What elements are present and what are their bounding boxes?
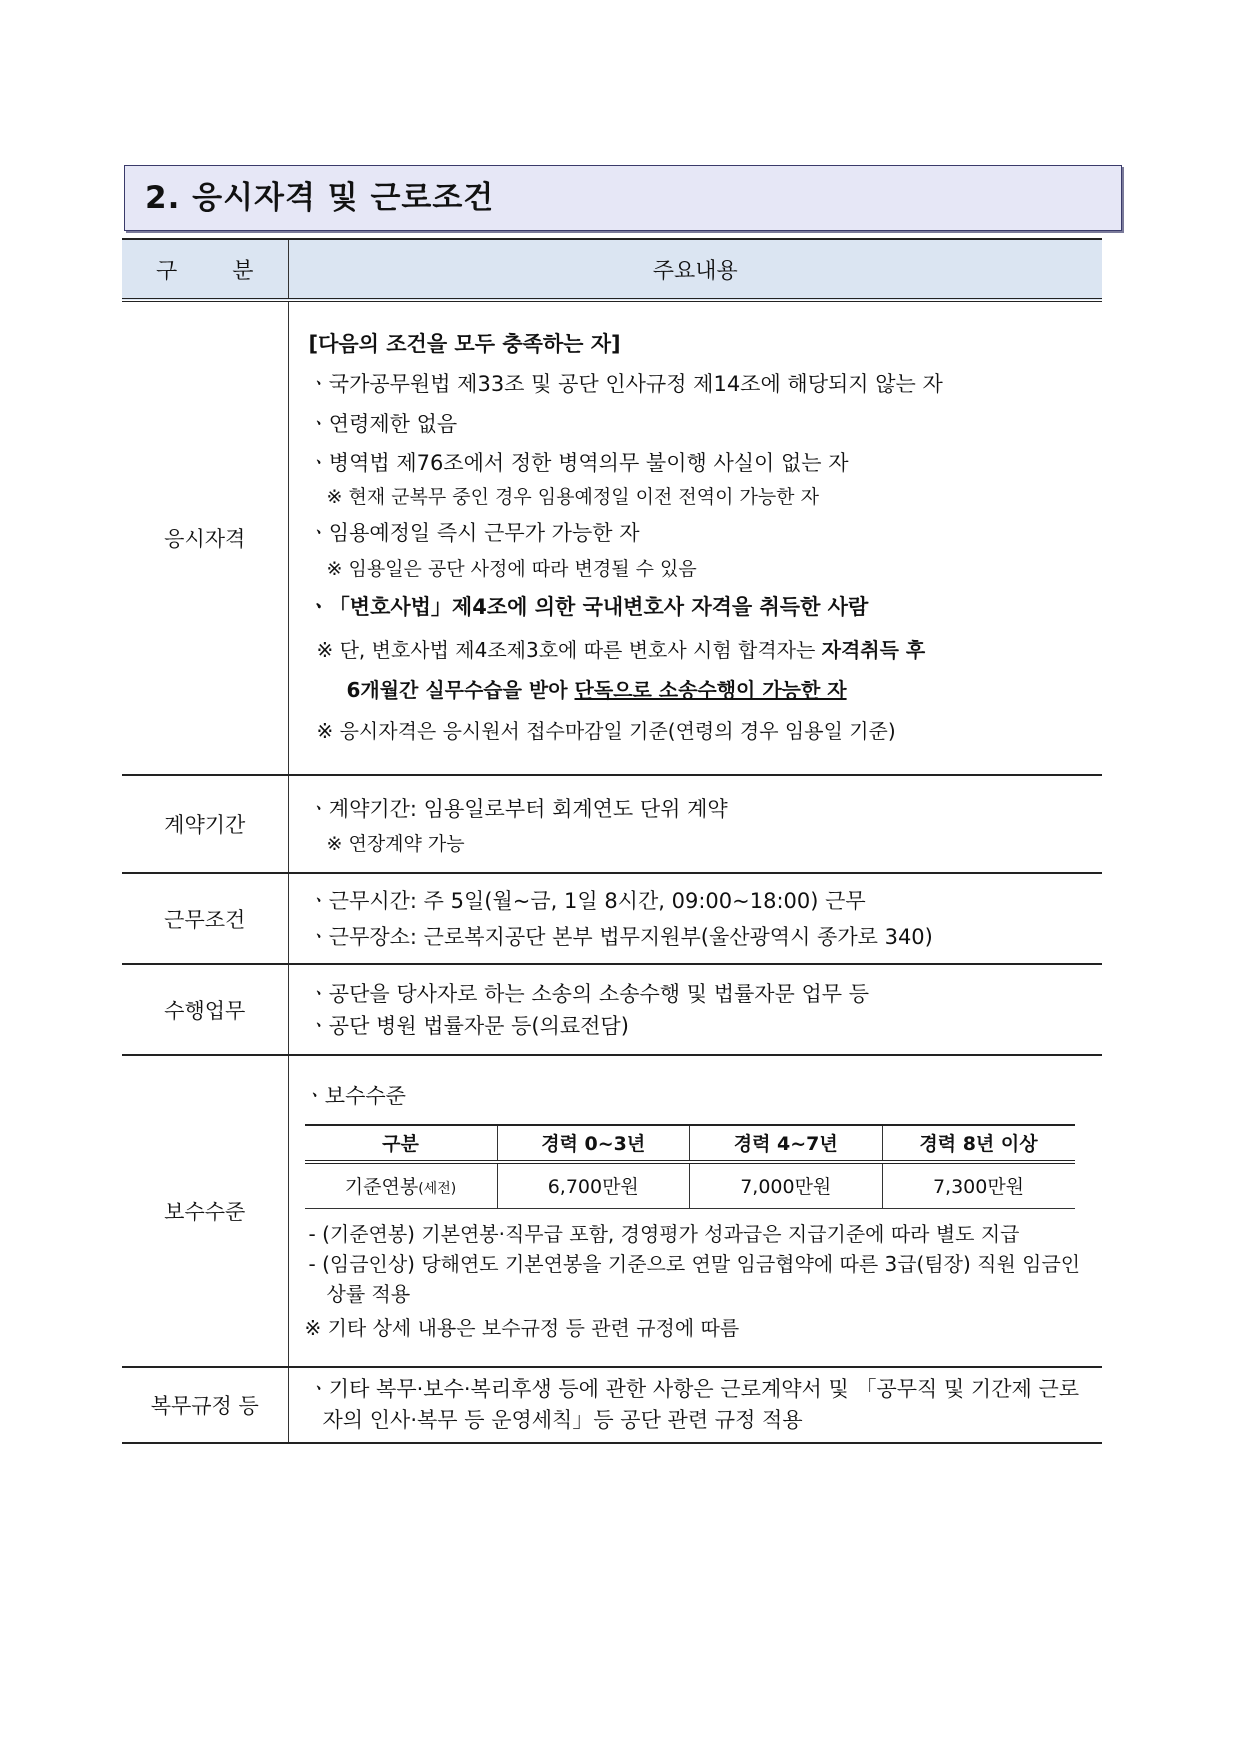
qualification-intro: [다음의 조건을 모두 충족하는 자] (308, 332, 621, 356)
note (309, 670, 1103, 710)
note-text: 6개월간 실무수습을 받아 (346, 678, 575, 702)
note (309, 630, 1103, 670)
list-item: ㆍ국가공무원법 제33조 및 공단 인사규정 제14조에 해당되지 않는 자 (308, 372, 943, 396)
table-row-contract (122, 775, 1102, 873)
note: ※ 임용일은 공단 사정에 따라 변경될 수 있음 (326, 558, 697, 580)
header-category: 구 분 (122, 239, 288, 300)
table-header (122, 239, 1102, 300)
list-item: ㆍ근무장소: 근로복지공단 본부 법무지원부(울산광역시 종가로 340) (308, 924, 933, 949)
pay-header-0-3: 경력 0~3년 (497, 1125, 690, 1162)
list-item: ㆍ근무시간: 주 5일(월~금, 1일 8시간, 09:00~18:00) 근무 (308, 888, 866, 913)
table-row-work (122, 873, 1102, 964)
list-item: ㆍ계약기간: 임용일로부터 회계연도 단위 계약 (308, 797, 728, 821)
note: ※ 현재 군복무 중인 경우 임용예정일 이전 전역이 가능한 자 (326, 486, 819, 508)
table-row-duty (122, 964, 1102, 1055)
row-label: 보수수준 (122, 1055, 288, 1367)
pay-header-4-7: 경력 4~7년 (690, 1125, 883, 1162)
pay-table-header (305, 1125, 1075, 1162)
pay-value-0-3: 6,700만원 (497, 1162, 690, 1209)
row-label: 수행업무 (122, 964, 288, 1055)
list-item: ㆍ임용예정일 즉시 근무가 가능한 자 (308, 521, 640, 545)
note: ※ 연장계약 가능 (326, 833, 465, 855)
table-row-rules (122, 1367, 1102, 1443)
list-item: ㆍ공단을 당사자로 하는 소송의 소송수행 및 법률자문 업무 등 (308, 981, 870, 1006)
conditions-table (122, 238, 1102, 1444)
note-emphasis: 자격취득 후 (821, 638, 926, 662)
pay-note: ※ 기타 상세 내용은 보수규정 등 관련 규정에 따름 (304, 1315, 740, 1340)
pay-row-label-note: (세전) (418, 1181, 457, 1197)
row-label: 응시자격 (122, 300, 288, 775)
pay-value-8plus: 7,300만원 (882, 1162, 1075, 1209)
row-label: 근무조건 (122, 873, 288, 964)
pay-row-label-text: 기준연봉 (344, 1176, 419, 1198)
table-row-pay (122, 1055, 1102, 1367)
list-item: ㆍ기타 복무·보수·복리후생 등에 관한 사항은 근로계약서 및 「공무직 및 기간제 근로자의 인사·복무 등 운영세칙」등 공단 관련 규정 적용 (308, 1377, 1080, 1432)
pay-row-label (305, 1162, 498, 1209)
pay-note: - (임금인상) 당해연도 기본연봉을 기준으로 연말 임금협약에 따른 3급(팀장) 직원 임금인상률 적용 (308, 1251, 1081, 1306)
header-content: 주요내용 (288, 239, 1102, 300)
row-label: 복무규정 등 (122, 1367, 288, 1443)
pay-table-row (305, 1162, 1075, 1209)
table-row-qualification (122, 300, 1102, 775)
list-item: ㆍ연령제한 없음 (308, 412, 458, 436)
list-item: ㆍ병역법 제76조에서 정한 병역의무 불이행 사실이 없는 자 (308, 451, 849, 475)
pay-intro: ㆍ보수수준 (304, 1083, 406, 1108)
pay-header-category: 구분 (305, 1125, 498, 1162)
row-label: 계약기간 (122, 775, 288, 873)
pay-value-4-7: 7,000만원 (690, 1162, 883, 1209)
pay-header-8plus: 경력 8년 이상 (882, 1125, 1075, 1162)
list-item: ㆍ공단 병원 법률자문 등(의료전담) (308, 1013, 629, 1038)
section-title: 2. 응시자격 및 근로조건 (124, 165, 1122, 231)
note-text: ※ 단, 변호사법 제4조제3호에 따른 변호사 시험 합격자는 (316, 638, 822, 662)
pay-table (305, 1124, 1075, 1209)
note: ※ 응시자격은 응시원서 접수마감일 기준(연령의 경우 임용일 기준) (316, 719, 896, 743)
list-item: ㆍ「변호사법」제4조에 의한 국내변호사 자격을 취득한 사람 (308, 595, 869, 619)
note-underlined: 단독으로 소송수행이 가능한 자 (574, 678, 847, 702)
pay-note: - (기준연봉) 기본연봉·직무급 포함, 경영평가 성과급은 지급기준에 따라 별도 지급 (308, 1221, 1020, 1246)
